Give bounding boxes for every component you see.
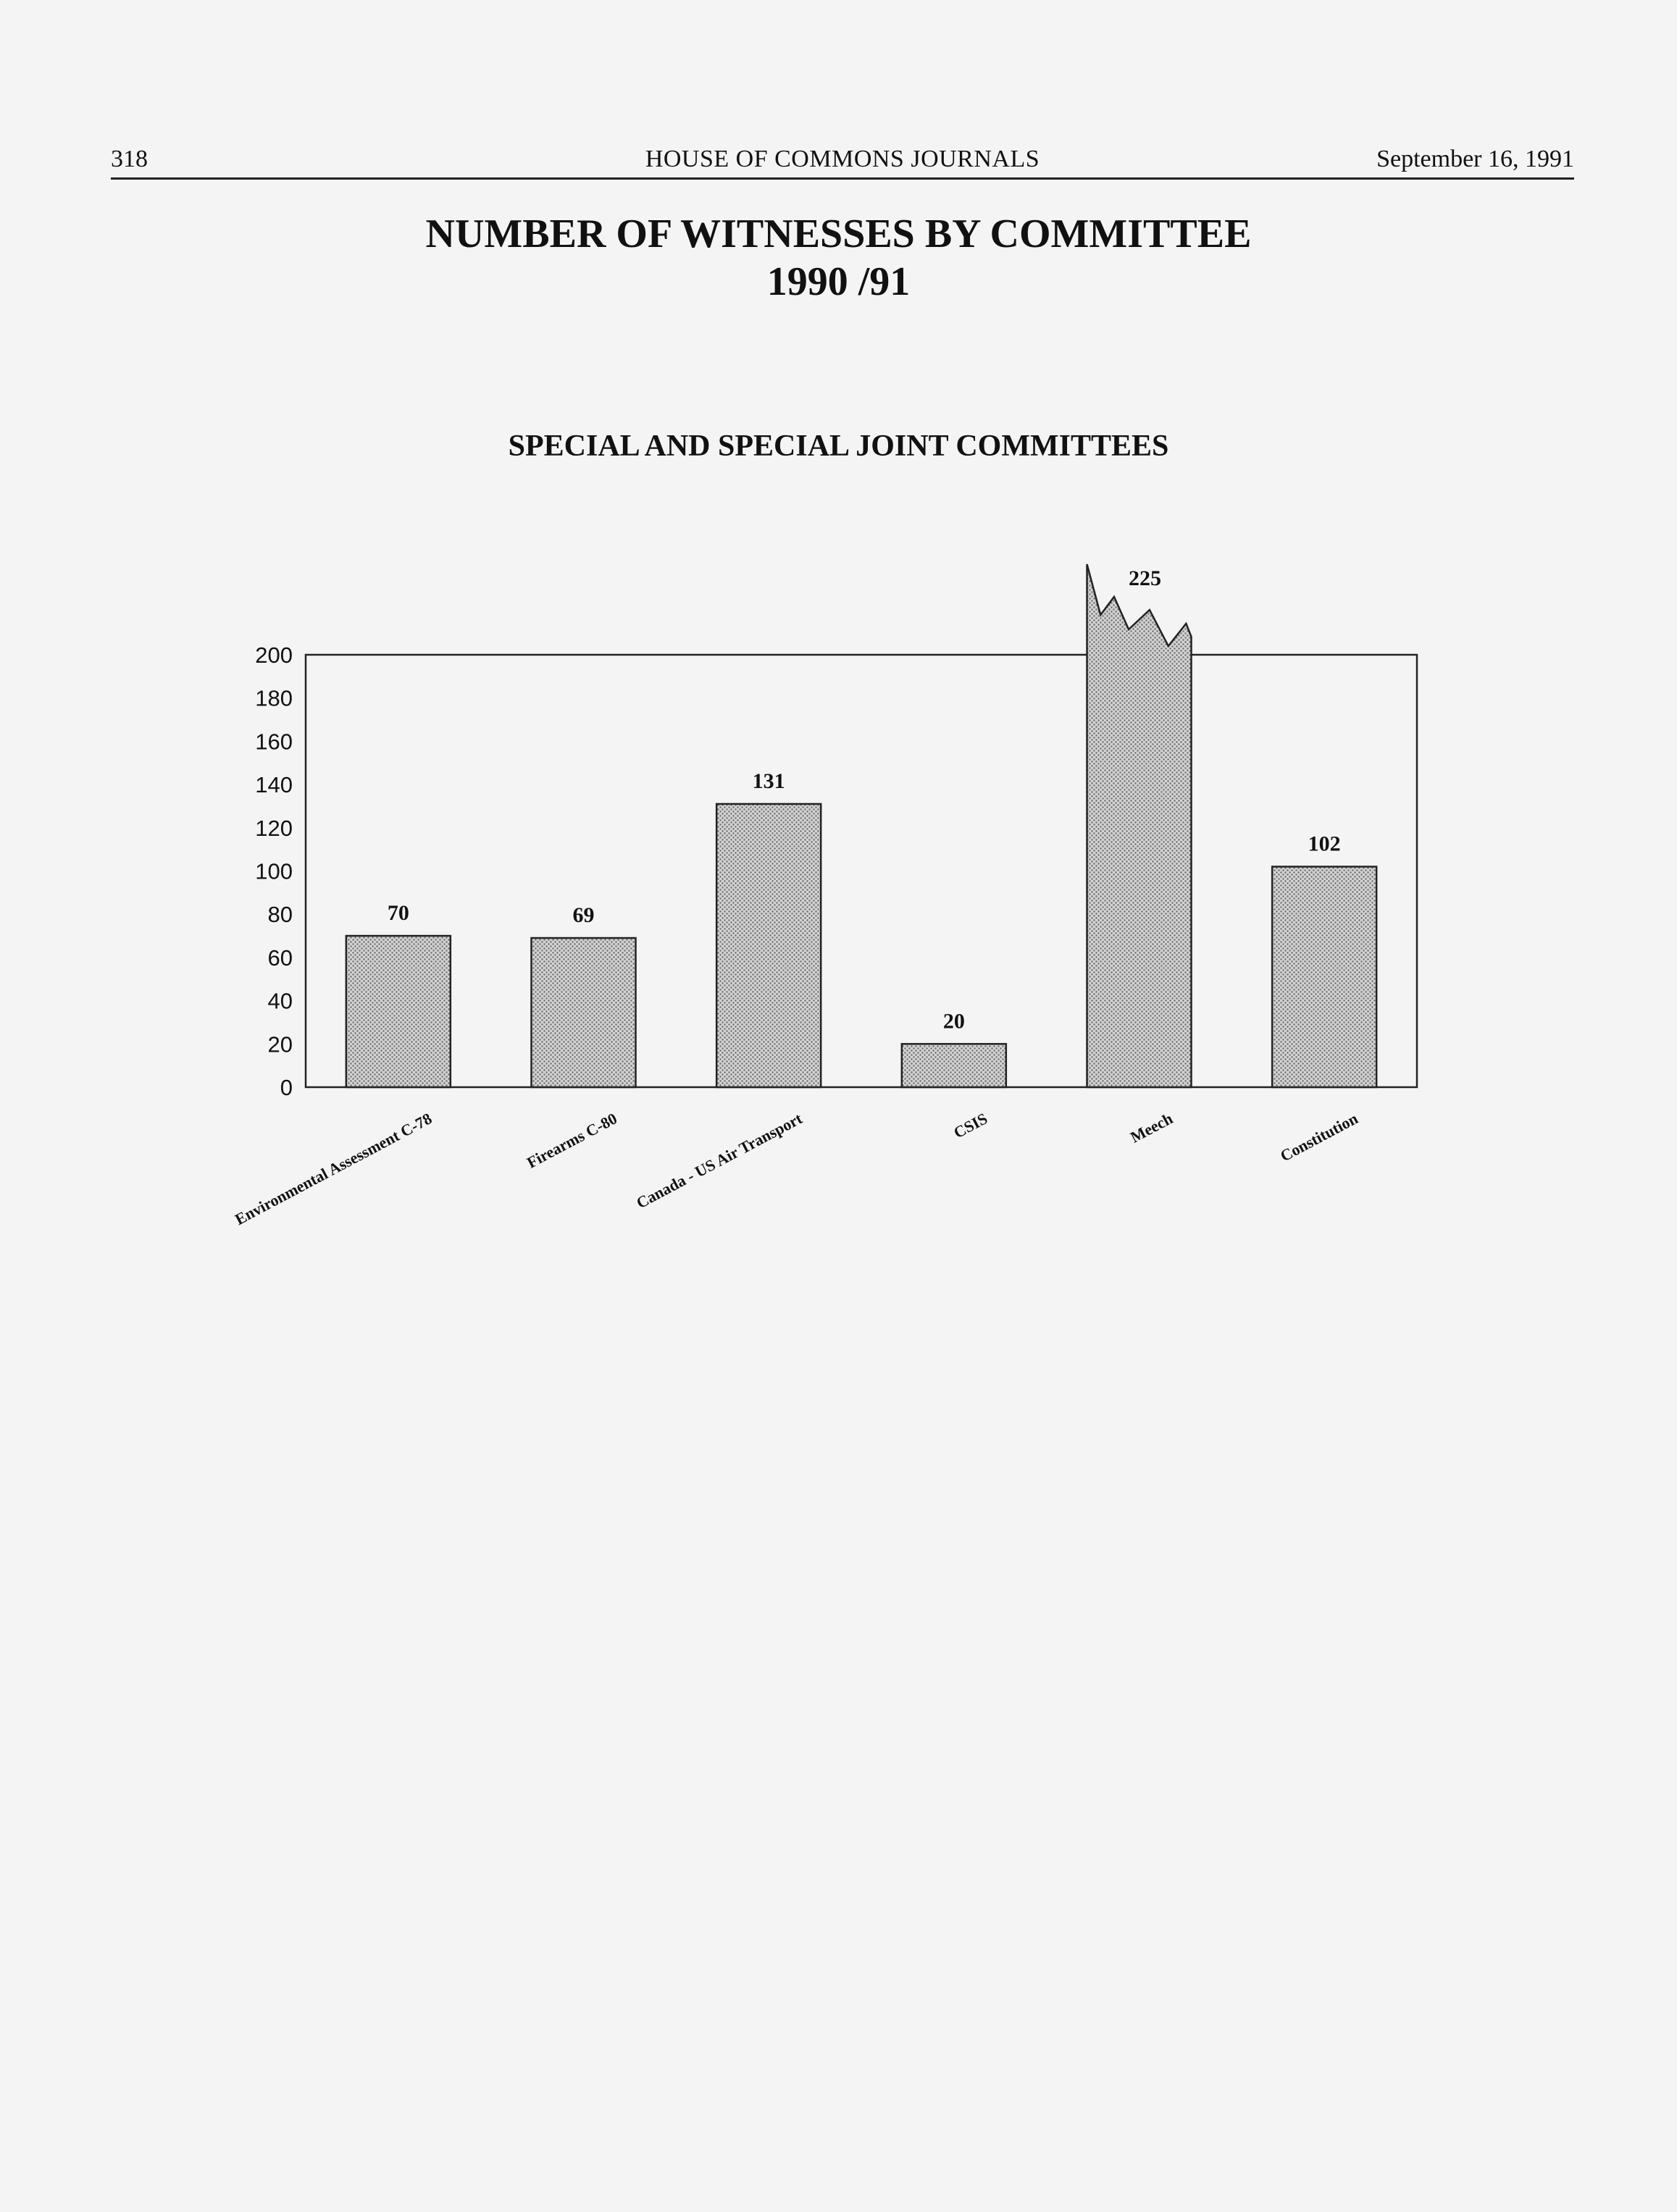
journal-title: HOUSE OF COMMONS JOURNALS <box>645 146 1040 172</box>
bar <box>716 804 821 1087</box>
x-category-label: CSIS <box>950 1109 991 1142</box>
bar <box>1087 564 1192 1087</box>
y-tick-label: 200 <box>255 642 293 668</box>
bar-value-label: 20 <box>942 1009 965 1034</box>
journal-date: September 16, 1991 <box>1376 146 1574 172</box>
y-tick-label: 180 <box>255 685 293 711</box>
y-tick-label: 60 <box>267 944 293 971</box>
bar <box>532 938 636 1087</box>
bar <box>1272 867 1376 1087</box>
bars <box>346 564 1376 1087</box>
plot-frame <box>306 655 1417 1087</box>
x-axis-labels <box>232 1109 1360 1228</box>
x-category-label: Firearms C-80 <box>524 1109 620 1172</box>
bar <box>346 936 451 1087</box>
page-title-line-1: NUMBER OF WITNESSES BY COMMITTEE <box>425 211 1252 256</box>
y-axis <box>255 642 293 1100</box>
y-tick-label: 160 <box>255 729 293 755</box>
page-number: 318 <box>111 146 148 172</box>
y-tick-label: 40 <box>267 988 293 1014</box>
bar-value-label: 225 <box>1129 566 1161 590</box>
bar <box>902 1044 1006 1087</box>
y-tick-label: 140 <box>255 772 293 798</box>
chart-title: SPECIAL AND SPECIAL JOINT COMMITTEES <box>508 430 1169 463</box>
bar-value-label: 70 <box>387 901 409 926</box>
x-category-label: Canada - US Air Transport <box>633 1109 806 1212</box>
x-category-label: Constitution <box>1277 1109 1361 1165</box>
bar-value-label: 102 <box>1308 831 1341 856</box>
page-title-line-2: 1990 /91 <box>766 259 911 304</box>
y-tick-label: 20 <box>267 1031 293 1057</box>
y-tick-label: 120 <box>255 815 293 841</box>
y-tick-label: 0 <box>280 1075 293 1100</box>
x-category-label: Meech <box>1127 1109 1176 1147</box>
bar-value-label: 131 <box>752 768 785 793</box>
x-category-label: Environmental Assessment C-78 <box>232 1109 435 1229</box>
y-tick-label: 100 <box>255 858 293 884</box>
bar-value-label: 69 <box>572 903 595 928</box>
y-tick-label: 80 <box>267 902 293 928</box>
